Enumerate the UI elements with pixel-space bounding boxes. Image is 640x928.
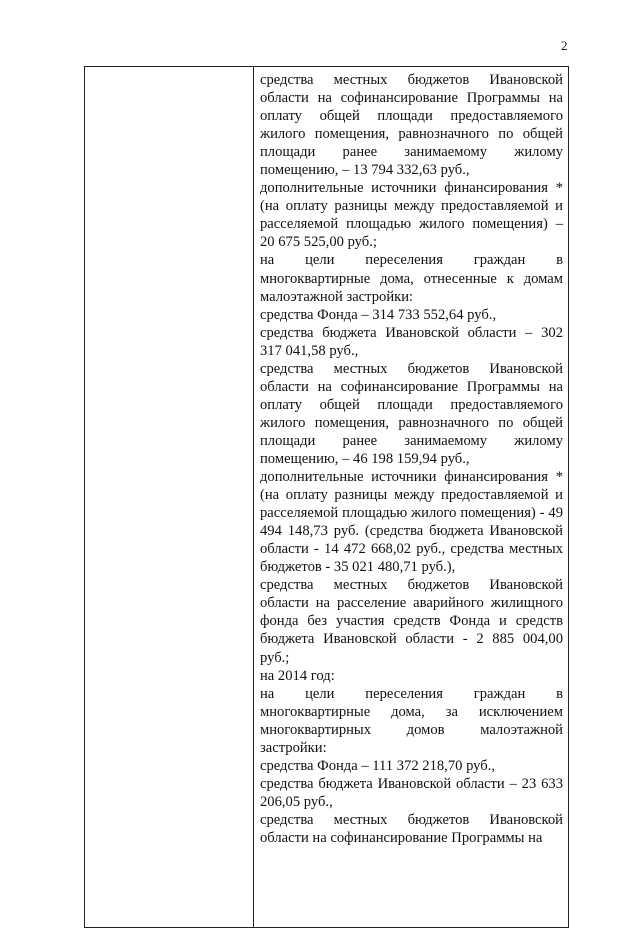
paragraph: средства местных бюджетов Ивановской области на софинансирование Программы на оплату общей площади предоставляемого жилого помещения, равнозначного по общей площади ранее занимаемому жилому помещению, – 46 198 159,94 руб., xyxy=(260,360,563,467)
paragraph: средства Фонда – 314 733 552,64 руб., xyxy=(260,306,497,323)
paragraph: дополнительные источники финансирования * (на оплату разницы между предоставляемой и расселяемой площадью жилого помещения) – 20 675 525,00 руб.; xyxy=(260,180,563,251)
paragraph: средства бюджета Ивановской области – 23 633 206,05 руб., xyxy=(260,775,563,810)
paragraph: средства местных бюджетов Ивановской области на расселение аварийного жилищного фонда без участия средств Фонда и средств бюджета Ивановской области - 2 885 004,00 руб.; xyxy=(260,577,563,666)
table-row xyxy=(85,67,569,928)
content-table xyxy=(84,66,569,928)
paragraph: на цели переселения граждан в многоквартирные дома, за исключением многоквартирных домов малоэтажной застройки: xyxy=(260,685,563,756)
cell-text xyxy=(254,67,568,847)
table-cell-right xyxy=(254,67,569,928)
paragraph: средства бюджета Ивановской области – 302 317 041,58 руб., xyxy=(260,324,563,359)
table-cell-left xyxy=(85,67,254,928)
paragraph: средства Фонда – 111 372 218,70 руб., xyxy=(260,757,496,774)
paragraph: на 2014 год: xyxy=(260,667,335,684)
paragraph: на цели переселения граждан в многоквартирные дома, отнесенные к домам малоэтажной застройки: xyxy=(260,252,563,305)
paragraph: дополнительные источники финансирования * (на оплату разницы между предоставляемой и расселяемой площадью жилого помещения) - 49 494 148,73 руб. (средства бюджета Ивановской области - 14 472 668,02 руб., средства местных бюджетов - 35 021 480,71 руб.), xyxy=(260,469,563,576)
page-number: 2 xyxy=(561,38,568,53)
paragraph: средства местных бюджетов Ивановской области на софинансирование Программы на xyxy=(260,811,563,846)
paragraph: средства местных бюджетов Ивановской области на софинансирование Программы на оплату общей площади предоставляемого жилого помещения, равнозначного по общей площади ранее занимаемому жилому помещению, – 13 794 332,63 руб., xyxy=(260,72,563,179)
